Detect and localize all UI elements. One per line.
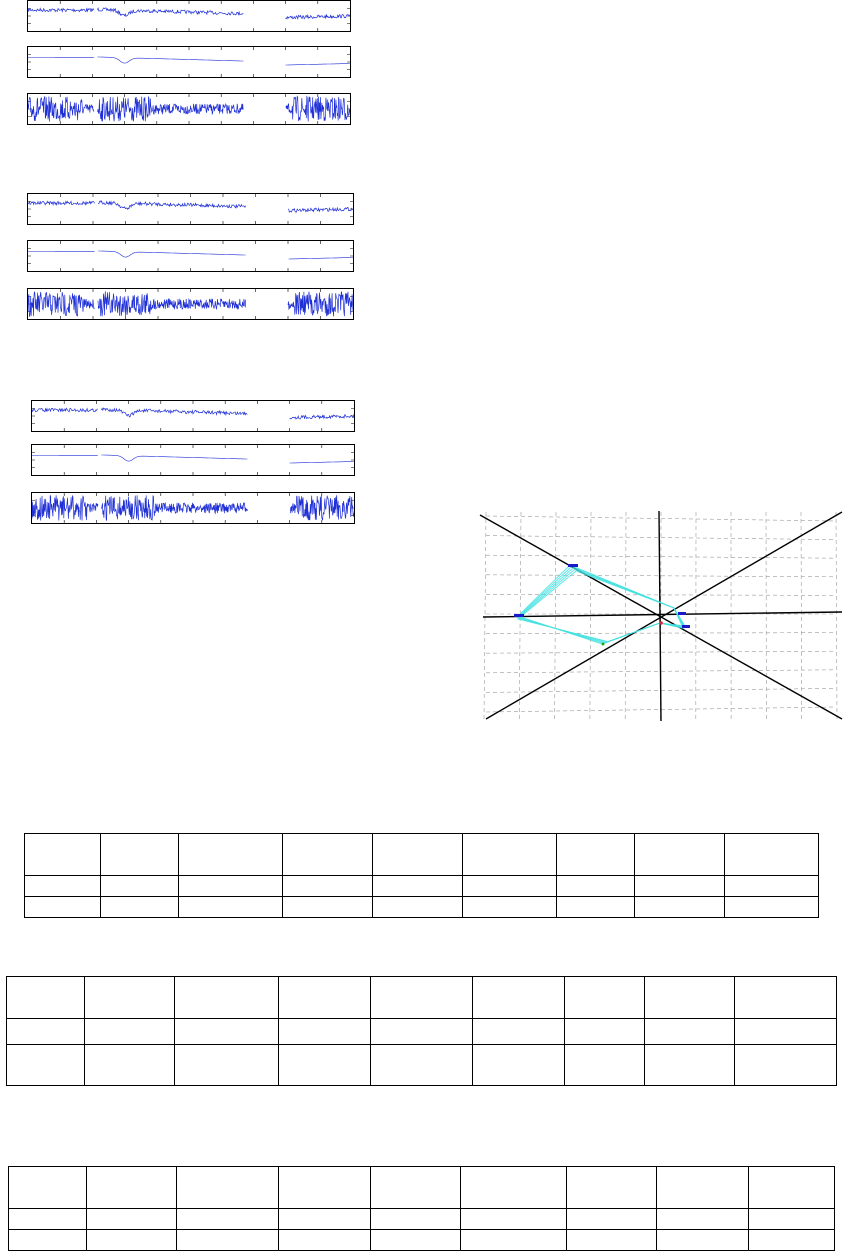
table-cell bbox=[279, 1045, 371, 1086]
table-1 bbox=[24, 833, 819, 918]
table-cell bbox=[283, 876, 373, 897]
signal-trace bbox=[28, 241, 353, 271]
table-cell bbox=[371, 1045, 473, 1086]
table-2 bbox=[6, 976, 837, 1086]
table-cell bbox=[463, 834, 557, 876]
geometry-diagram bbox=[478, 507, 844, 722]
table-cell bbox=[371, 1230, 461, 1251]
table-cell bbox=[179, 876, 283, 897]
table-cell bbox=[557, 897, 635, 918]
table-cell bbox=[7, 1019, 85, 1045]
table-cell bbox=[283, 834, 373, 876]
plot-3-noisy bbox=[31, 400, 355, 432]
axis-line bbox=[486, 512, 842, 719]
table-cell bbox=[177, 1167, 279, 1209]
table-cell bbox=[279, 1209, 371, 1230]
plot-1-noisy bbox=[27, 0, 351, 32]
grid-line bbox=[801, 512, 802, 719]
table-cell bbox=[279, 977, 371, 1019]
table-cell bbox=[177, 1209, 279, 1230]
marker bbox=[602, 643, 605, 646]
table-cell bbox=[87, 1230, 177, 1251]
grid-line bbox=[484, 512, 486, 719]
table-cell bbox=[567, 1230, 657, 1251]
plot-2-noisy bbox=[27, 193, 354, 225]
table-cell bbox=[557, 834, 635, 876]
table-cell bbox=[749, 1167, 835, 1209]
table-cell bbox=[565, 977, 645, 1019]
table-cell bbox=[635, 834, 725, 876]
table-cell bbox=[175, 1019, 279, 1045]
table-cell bbox=[9, 1209, 87, 1230]
table-cell bbox=[635, 876, 725, 897]
table-cell bbox=[557, 876, 635, 897]
plot-1-residual bbox=[27, 93, 351, 125]
table-cell bbox=[373, 876, 463, 897]
table-cell bbox=[85, 1045, 175, 1086]
table-cell bbox=[567, 1209, 657, 1230]
table-cell bbox=[25, 876, 101, 897]
table-cell bbox=[735, 1045, 837, 1086]
grid-line bbox=[486, 594, 836, 595]
table-3 bbox=[8, 1166, 835, 1251]
table-cell bbox=[175, 1045, 279, 1086]
table-cell bbox=[565, 1045, 645, 1086]
table-cell bbox=[735, 1019, 837, 1045]
marker bbox=[659, 621, 663, 625]
signal-trace bbox=[32, 401, 354, 431]
signal-trace bbox=[28, 47, 350, 77]
table-cell bbox=[473, 1019, 565, 1045]
table-cell bbox=[725, 876, 819, 897]
table-cell bbox=[461, 1230, 567, 1251]
table-cell bbox=[749, 1230, 835, 1251]
table-cell bbox=[463, 876, 557, 897]
marker bbox=[514, 614, 524, 617]
table-cell bbox=[373, 897, 463, 918]
table-cell bbox=[87, 1167, 177, 1209]
table-cell bbox=[279, 1019, 371, 1045]
table-cell bbox=[645, 1045, 735, 1086]
table-cell bbox=[9, 1167, 87, 1209]
table-cell bbox=[87, 1209, 177, 1230]
table-cell bbox=[749, 1209, 835, 1230]
plot-2-residual bbox=[27, 288, 354, 320]
plot-2-smooth bbox=[27, 240, 354, 272]
signal-trace bbox=[28, 94, 350, 124]
plot-1-smooth bbox=[27, 46, 351, 78]
table-cell bbox=[175, 977, 279, 1019]
marker bbox=[568, 564, 578, 567]
table-cell bbox=[725, 897, 819, 918]
table-cell bbox=[101, 834, 179, 876]
table-cell bbox=[461, 1209, 567, 1230]
table-cell bbox=[25, 897, 101, 918]
plot-3-residual bbox=[31, 492, 355, 524]
table-cell bbox=[179, 897, 283, 918]
table-cell bbox=[371, 1019, 473, 1045]
table-cell bbox=[85, 1019, 175, 1045]
signal-trace bbox=[28, 194, 353, 224]
table-cell bbox=[7, 977, 85, 1019]
table-cell bbox=[657, 1209, 749, 1230]
table-cell bbox=[645, 1019, 735, 1045]
cyan-polygon bbox=[518, 571, 683, 642]
table-cell bbox=[371, 1167, 461, 1209]
table-cell bbox=[657, 1230, 749, 1251]
grid-line bbox=[836, 512, 837, 719]
table-cell bbox=[101, 876, 179, 897]
table-cell bbox=[101, 897, 179, 918]
table-cell bbox=[645, 977, 735, 1019]
table-cell bbox=[565, 1019, 645, 1045]
plot-3-smooth bbox=[31, 444, 355, 476]
table-cell bbox=[461, 1167, 567, 1209]
table-cell bbox=[177, 1230, 279, 1251]
table-cell bbox=[279, 1230, 371, 1251]
table-cell bbox=[25, 834, 101, 876]
table-cell bbox=[735, 977, 837, 1019]
signal-trace bbox=[32, 445, 354, 475]
signal-trace bbox=[28, 1, 350, 31]
signal-trace bbox=[28, 289, 353, 319]
table-cell bbox=[283, 897, 373, 918]
marker bbox=[678, 612, 686, 615]
table-cell bbox=[279, 1167, 371, 1209]
table-cell bbox=[463, 897, 557, 918]
table-cell bbox=[9, 1230, 87, 1251]
table-cell bbox=[373, 834, 463, 876]
table-cell bbox=[7, 1045, 85, 1086]
table-cell bbox=[473, 977, 565, 1019]
signal-trace bbox=[32, 493, 354, 523]
table-cell bbox=[567, 1167, 657, 1209]
table-cell bbox=[657, 1167, 749, 1209]
table-cell bbox=[85, 977, 175, 1019]
table-cell bbox=[371, 977, 473, 1019]
table-cell bbox=[371, 1209, 461, 1230]
marker bbox=[682, 625, 690, 628]
table-cell bbox=[179, 834, 283, 876]
table-cell bbox=[473, 1045, 565, 1086]
table-cell bbox=[725, 834, 819, 876]
table-cell bbox=[635, 897, 725, 918]
